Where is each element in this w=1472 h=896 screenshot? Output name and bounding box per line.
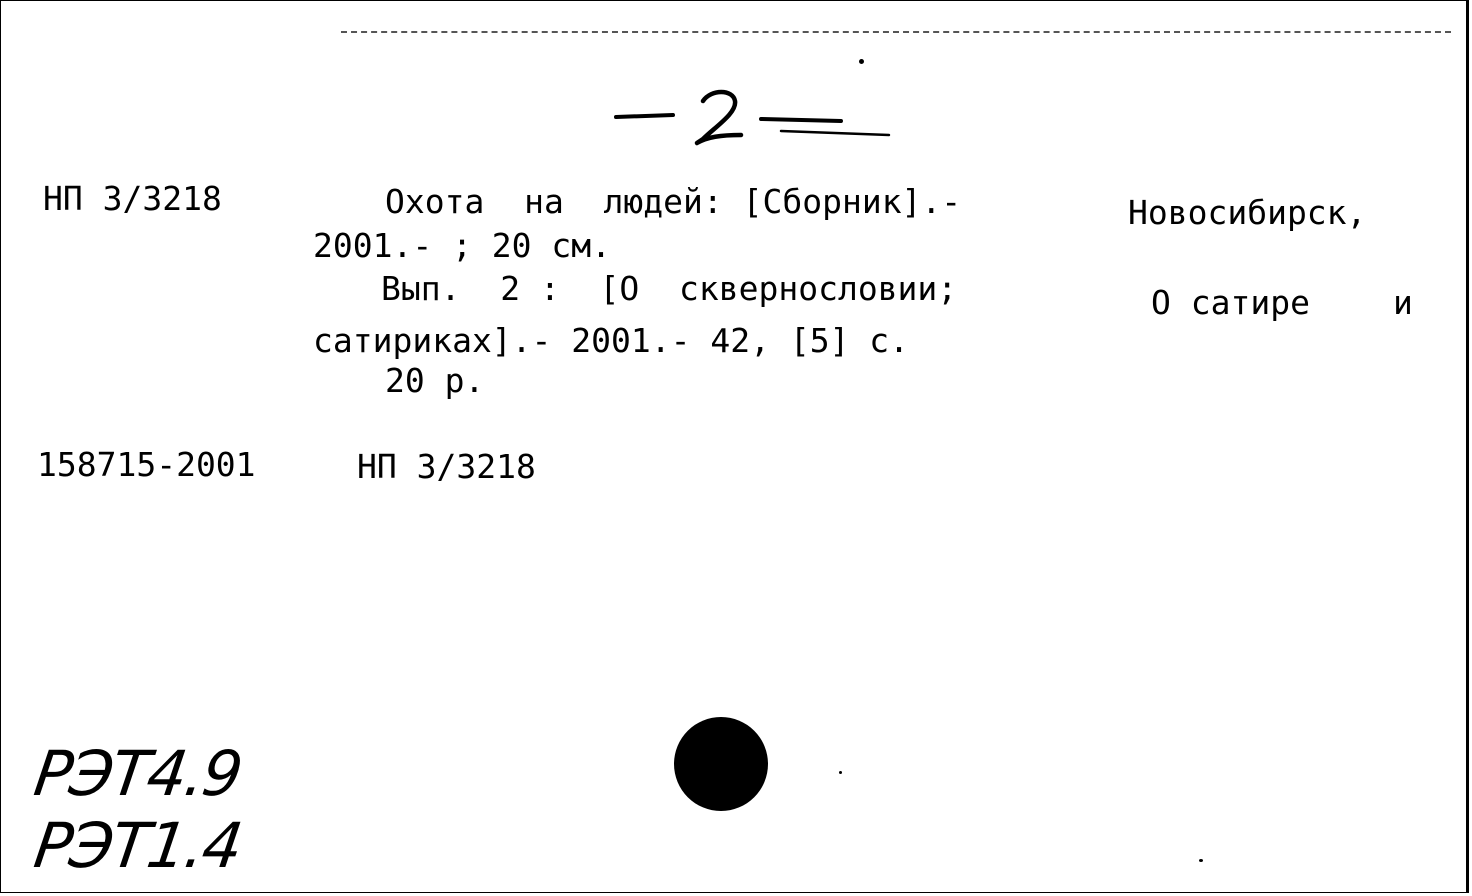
entry-price: 20 р. [385, 361, 485, 400]
handwritten-code: РЭТ1.4 [29, 809, 246, 882]
entry-year-size: 2001.- ; 20 см. [313, 226, 612, 265]
scan-speck [839, 771, 842, 774]
entry-issue-conjunction: и [1393, 283, 1413, 322]
punch-hole [674, 717, 768, 811]
scan-speck [1199, 859, 1203, 862]
entry-title-line: Охота на людей: [Сборник].- [385, 182, 962, 221]
entry-place: Новосибирск, [1128, 193, 1367, 232]
entry-issue-line: Вып. 2 : [О сквернословии; [381, 269, 958, 308]
shelf-mark: НП 3/3218 [43, 179, 222, 218]
inventory-number: 158715-2001 [37, 445, 256, 484]
inventory-shelf-mark: НП 3/3218 [357, 447, 536, 486]
top-dashed-rule [341, 31, 1451, 33]
scan-speck [859, 59, 864, 64]
handwritten-code: РЭТ4.9 [29, 737, 246, 810]
entry-issue-details: сатириках].- 2001.- 42, [5] с. [313, 321, 910, 360]
entry-issue-continued: О сатире [1151, 283, 1310, 322]
page-number [611, 83, 901, 153]
